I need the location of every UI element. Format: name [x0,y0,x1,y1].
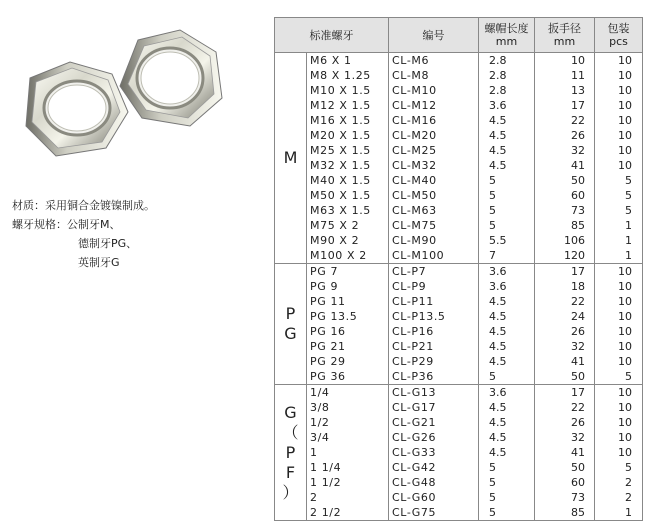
table-row [275,279,643,294]
header-nut-length-label: 螺帽长度 [484,22,529,35]
cell-code: CL-M75 [389,218,479,233]
cell-thread: M20 X 1.5 [307,128,389,143]
table-row [275,233,643,248]
table-row [275,68,643,83]
cell-pack: 10 [595,324,643,339]
cell-nut-length: 5 [479,490,535,505]
cell-wrench: 17 [535,98,595,113]
cell-nut-length: 3.6 [479,279,535,294]
cell-nut-length: 2.8 [479,53,535,69]
cell-wrench: 24 [535,309,595,324]
cell-nut-length: 4.5 [479,430,535,445]
cell-wrench: 17 [535,264,595,280]
header-code: 编号 [389,18,479,53]
cell-wrench: 106 [535,233,595,248]
cell-thread: PG 16 [307,324,389,339]
cell-thread: PG 9 [307,279,389,294]
cell-code: CL-M20 [389,128,479,143]
cell-thread: 1/2 [307,415,389,430]
cell-code: CL-G21 [389,415,479,430]
group-label [275,264,307,385]
cell-nut-length: 3.6 [479,98,535,113]
table-row [275,369,643,385]
table-row [275,460,643,475]
cell-wrench: 11 [535,68,595,83]
group-label-char: P [285,304,296,323]
group-label-char: （ [282,422,299,442]
material-line [12,196,155,215]
cell-nut-length: 4.5 [479,400,535,415]
table-row [275,309,643,324]
table-row [275,248,643,264]
cell-code: CL-G42 [389,460,479,475]
cell-pack: 10 [595,98,643,113]
cell-wrench: 41 [535,354,595,369]
group-label [275,385,307,521]
cell-wrench: 32 [535,430,595,445]
cell-pack: 10 [595,400,643,415]
cell-thread: M40 X 1.5 [307,173,389,188]
cell-pack: 1 [595,248,643,264]
cell-code: CL-G26 [389,430,479,445]
table-row [275,324,643,339]
cell-wrench: 73 [535,203,595,218]
cell-wrench: 73 [535,490,595,505]
table-row [275,113,643,128]
cell-thread: M75 X 2 [307,218,389,233]
cell-thread: M50 X 1.5 [307,188,389,203]
cell-wrench: 50 [535,369,595,385]
cell-pack: 5 [595,173,643,188]
cell-thread: 3/8 [307,400,389,415]
cell-thread: M63 X 1.5 [307,203,389,218]
cell-nut-length: 5 [479,218,535,233]
cell-thread: M100 X 2 [307,248,389,264]
cell-thread: M12 X 1.5 [307,98,389,113]
cell-nut-length: 4.5 [479,294,535,309]
cell-pack: 10 [595,415,643,430]
cell-pack: 5 [595,460,643,475]
material-label: 材质： [12,199,45,212]
cell-pack: 10 [595,354,643,369]
table-row [275,385,643,401]
table-row [275,128,643,143]
cell-wrench: 32 [535,143,595,158]
cell-thread: 2 1/2 [307,505,389,521]
cell-pack: 2 [595,475,643,490]
group-label-char: M [283,148,298,167]
cell-pack: 5 [595,369,643,385]
cell-pack: 10 [595,445,643,460]
cell-pack: 10 [595,83,643,98]
cell-pack: 10 [595,53,643,69]
cell-nut-length: 5 [479,173,535,188]
cell-thread: PG 29 [307,354,389,369]
cell-wrench: 60 [535,475,595,490]
cell-wrench: 41 [535,158,595,173]
table-row [275,415,643,430]
group-label [275,53,307,264]
header-pack-label: 包装 [607,22,630,35]
cell-code: CL-M10 [389,83,479,98]
table-row [275,53,643,69]
nut-right [120,30,222,126]
cell-pack: 10 [595,68,643,83]
group-label-char: ） [282,482,299,502]
cell-pack: 10 [595,430,643,445]
cell-code: CL-M63 [389,203,479,218]
cell-nut-length: 2.8 [479,68,535,83]
cell-code: CL-G60 [389,490,479,505]
cell-thread: M10 X 1.5 [307,83,389,98]
cell-code: CL-G17 [389,400,479,415]
cell-thread: PG 21 [307,339,389,354]
group-label-char: G [284,402,297,422]
cell-pack: 5 [595,188,643,203]
cell-pack: 10 [595,128,643,143]
cell-thread: 2 [307,490,389,505]
cell-code: CL-P13.5 [389,309,479,324]
thread-label: 螺牙规格： [12,218,67,231]
cell-wrench: 50 [535,460,595,475]
cell-pack: 5 [595,203,643,218]
cell-code: CL-P7 [389,264,479,280]
cell-nut-length: 4.5 [479,143,535,158]
cell-nut-length: 4.5 [479,128,535,143]
table-row [275,83,643,98]
cell-pack: 10 [595,279,643,294]
table-row [275,339,643,354]
cell-pack: 1 [595,218,643,233]
table-row [275,430,643,445]
cell-thread: M6 X 1 [307,53,389,69]
spec-table-body [275,53,643,521]
cell-wrench: 26 [535,128,595,143]
cell-code: CL-P9 [389,279,479,294]
cell-thread: PG 11 [307,294,389,309]
table-row [275,475,643,490]
table-row [275,294,643,309]
cell-code: CL-P11 [389,294,479,309]
cell-nut-length: 4.5 [479,415,535,430]
header-pack [595,18,643,53]
cell-code: CL-G33 [389,445,479,460]
cell-nut-length: 5 [479,188,535,203]
cell-code: CL-G75 [389,505,479,521]
cell-pack: 1 [595,233,643,248]
header-wrench-label: 扳手径 [548,22,581,35]
cell-nut-length: 7 [479,248,535,264]
cell-thread: 1 1/4 [307,460,389,475]
cell-code: CL-M32 [389,158,479,173]
table-row [275,218,643,233]
cell-thread: 1 [307,445,389,460]
cell-nut-length: 4.5 [479,158,535,173]
cell-code: CL-M12 [389,98,479,113]
header-wrench-unit: mm [553,35,576,48]
table-row [275,173,643,188]
cell-code: CL-P16 [389,324,479,339]
cell-wrench: 85 [535,505,595,521]
cell-nut-length: 5 [479,475,535,490]
cell-code: CL-M8 [389,68,479,83]
cell-thread: PG 7 [307,264,389,280]
cell-nut-length: 5 [479,505,535,521]
cell-thread: M8 X 1.25 [307,68,389,83]
cell-nut-length: 5.5 [479,233,535,248]
thread-value-pg: 德制牙PG、 [78,237,138,250]
table-row [275,354,643,369]
cell-nut-length: 4.5 [479,309,535,324]
cell-pack: 10 [595,264,643,280]
cell-nut-length: 2.8 [479,83,535,98]
cell-nut-length: 4.5 [479,354,535,369]
cell-nut-length: 4.5 [479,324,535,339]
table-row [275,203,643,218]
hex-nut-product-photo [0,0,250,185]
cell-thread: 1/4 [307,385,389,401]
cell-code: CL-P21 [389,339,479,354]
cell-nut-length: 3.6 [479,264,535,280]
cell-pack: 10 [595,339,643,354]
table-row [275,445,643,460]
cell-code: CL-M90 [389,233,479,248]
cell-code: CL-M100 [389,248,479,264]
group-label-char: P [285,442,296,462]
table-row [275,505,643,521]
cell-nut-length: 4.5 [479,339,535,354]
cell-thread: M16 X 1.5 [307,113,389,128]
cell-nut-length: 5 [479,460,535,475]
cell-nut-length: 3.6 [479,385,535,401]
cell-nut-length: 5 [479,369,535,385]
cell-code: CL-M6 [389,53,479,69]
table-row [275,400,643,415]
table-row [275,188,643,203]
cell-code: CL-M16 [389,113,479,128]
thread-line [12,215,155,234]
cell-code: CL-M40 [389,173,479,188]
cell-thread: PG 13.5 [307,309,389,324]
cell-pack: 10 [595,294,643,309]
cell-pack: 10 [595,113,643,128]
cell-thread: M25 X 1.5 [307,143,389,158]
cell-wrench: 13 [535,83,595,98]
cell-code: CL-P29 [389,354,479,369]
cell-pack: 10 [595,143,643,158]
cell-code: CL-M25 [389,143,479,158]
cell-nut-length: 5 [479,203,535,218]
cell-wrench: 32 [535,339,595,354]
table-row [275,143,643,158]
material-value: 采用铜合金镀镍制成。 [45,199,155,212]
table-row [275,264,643,280]
cell-code: CL-M50 [389,188,479,203]
cell-code: CL-G48 [389,475,479,490]
cell-nut-length: 4.5 [479,113,535,128]
header-pack-unit: pcs [609,35,628,48]
cell-wrench: 22 [535,113,595,128]
cell-wrench: 26 [535,324,595,339]
table-row [275,490,643,505]
table-row [275,98,643,113]
cell-pack: 1 [595,505,643,521]
cell-pack: 2 [595,490,643,505]
group-label-char: F [285,462,296,482]
cell-wrench: 26 [535,415,595,430]
header-thread: 标准螺牙 [275,18,389,53]
cell-wrench: 22 [535,400,595,415]
cell-thread: M90 X 2 [307,233,389,248]
cell-wrench: 60 [535,188,595,203]
cell-thread: M32 X 1.5 [307,158,389,173]
thread-value-g: 英制牙G [78,256,120,269]
thread-value-metric: 公制牙M、 [67,218,121,231]
cell-wrench: 120 [535,248,595,264]
cell-thread: PG 36 [307,369,389,385]
cell-code: CL-G13 [389,385,479,401]
cell-nut-length: 4.5 [479,445,535,460]
table-row [275,158,643,173]
cell-code: CL-P36 [389,369,479,385]
cell-wrench: 17 [535,385,595,401]
cell-thread: 1 1/2 [307,475,389,490]
cell-pack: 10 [595,385,643,401]
cell-wrench: 18 [535,279,595,294]
cell-pack: 10 [595,309,643,324]
group-label-char: G [284,324,297,343]
cell-pack: 10 [595,158,643,173]
cell-wrench: 50 [535,173,595,188]
header-nut-length-unit: mm [495,35,518,48]
cell-wrench: 10 [535,53,595,69]
table-header-row [275,18,643,53]
cell-wrench: 22 [535,294,595,309]
spec-table [274,17,643,521]
cell-wrench: 41 [535,445,595,460]
header-nut-length [479,18,535,53]
cell-thread: 3/4 [307,430,389,445]
product-description [12,196,155,272]
nut-left [26,62,128,156]
header-wrench [535,18,595,53]
cell-wrench: 85 [535,218,595,233]
